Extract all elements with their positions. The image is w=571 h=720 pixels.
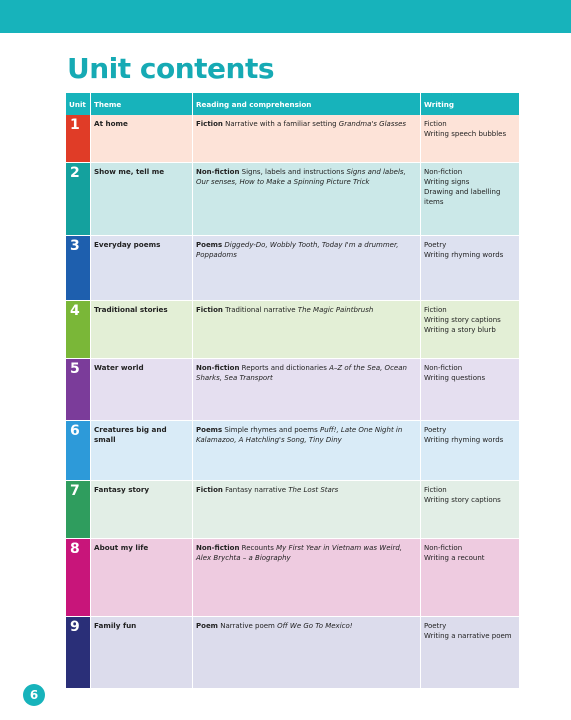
unit-reading <box>193 421 421 481</box>
header-unit: Unit <box>66 93 91 115</box>
table-row <box>66 236 519 301</box>
unit-reading <box>193 359 421 421</box>
writing-item: Writing rhyming words <box>424 251 504 259</box>
unit-writing <box>421 359 519 421</box>
unit-reading <box>193 617 421 689</box>
reading-description: Reports and dictionaries <box>239 364 330 372</box>
writing-item: Writing story captions <box>424 496 501 504</box>
writing-item: Non-fiction <box>424 364 463 372</box>
unit-number: 3 <box>66 236 91 301</box>
reading-genre: Non-fiction <box>196 364 240 372</box>
reading-genre: Non-fiction <box>196 168 240 176</box>
unit-number: 6 <box>66 421 91 481</box>
table-row <box>66 617 519 689</box>
writing-item: Writing speech bubbles <box>424 130 507 138</box>
unit-reading <box>193 539 421 617</box>
unit-writing <box>421 481 519 539</box>
reading-titles: Diggedy-Do, Wobbly Tooth, Today I'm a drummer, Poppadoms <box>196 241 399 259</box>
reading-description: Narrative poem <box>217 622 278 630</box>
writing-item: Writing a recount <box>424 554 485 562</box>
unit-writing <box>421 115 519 163</box>
writing-item: Writing signs <box>424 178 470 186</box>
table-row <box>66 539 519 617</box>
unit-writing <box>421 617 519 689</box>
unit-number: 4 <box>66 301 91 359</box>
unit-reading <box>193 481 421 539</box>
writing-item: Writing a story blurb <box>424 326 496 334</box>
unit-theme: Show me, tell me <box>91 163 193 236</box>
unit-writing <box>421 236 519 301</box>
reading-description: Narrative with a familiar setting <box>222 120 339 128</box>
reading-titles: The Lost Stars <box>288 486 339 494</box>
writing-item: Poetry <box>424 426 447 434</box>
reading-description: Simple rhymes and poems <box>222 426 320 434</box>
page-title: Unit contents <box>67 52 275 85</box>
unit-reading <box>193 301 421 359</box>
reading-genre: Fiction <box>196 306 223 314</box>
top-color-band <box>0 0 571 33</box>
reading-titles: Signs and labels, Our senses, How to Make a Spinning Picture Trick <box>196 168 406 186</box>
reading-titles: Puff!, Late One Night in Kalamazoo, A Hatchling's Song, Tiny Diny <box>196 426 403 444</box>
unit-writing <box>421 301 519 359</box>
unit-reading <box>193 115 421 163</box>
reading-titles: The Magic Paintbrush <box>297 306 374 314</box>
unit-reading <box>193 236 421 301</box>
table-row <box>66 359 519 421</box>
writing-item: Poetry <box>424 622 447 630</box>
reading-titles: Grandma's Glasses <box>338 120 407 128</box>
unit-theme: About my life <box>91 539 193 617</box>
reading-titles: A–Z of the Sea, Ocean Sharks, Sea Transport <box>196 364 407 382</box>
writing-item: Fiction <box>424 306 447 314</box>
writing-item: Fiction <box>424 486 447 494</box>
unit-number: 9 <box>66 617 91 689</box>
writing-item: Non-fiction <box>424 168 463 176</box>
unit-number: 7 <box>66 481 91 539</box>
table-header-row <box>66 93 519 115</box>
table-body <box>66 115 519 689</box>
unit-theme: Family fun <box>91 617 193 689</box>
unit-theme: Fantasy story <box>91 481 193 539</box>
unit-contents-table <box>66 93 519 689</box>
header-writing: Writing <box>421 93 519 115</box>
unit-number: 5 <box>66 359 91 421</box>
table-row <box>66 301 519 359</box>
table-row <box>66 481 519 539</box>
unit-number: 2 <box>66 163 91 236</box>
reading-titles: Off We Go To Mexico! <box>277 622 353 630</box>
table-row <box>66 421 519 481</box>
page-number-badge: 6 <box>23 684 45 706</box>
unit-writing <box>421 539 519 617</box>
reading-genre: Fiction <box>196 486 223 494</box>
unit-reading <box>193 163 421 236</box>
unit-theme: Creatures big and small <box>91 421 193 481</box>
writing-item: Writing a narrative poem <box>424 632 512 640</box>
reading-description: Fantasy narrative <box>222 486 289 494</box>
reading-genre: Poems <box>196 426 223 434</box>
writing-item: Writing story captions <box>424 316 501 324</box>
reading-genre: Poem <box>196 622 218 630</box>
unit-writing <box>421 163 519 236</box>
writing-item: Poetry <box>424 241 447 249</box>
writing-item: Writing questions <box>424 374 486 382</box>
unit-number: 1 <box>66 115 91 163</box>
unit-writing <box>421 421 519 481</box>
reading-genre: Poems <box>196 241 223 249</box>
table-row <box>66 115 519 163</box>
reading-genre: Fiction <box>196 120 223 128</box>
reading-description: Signs, labels and instructions <box>239 168 347 176</box>
writing-item: Fiction <box>424 120 447 128</box>
reading-description: Traditional narrative <box>222 306 298 314</box>
writing-item: Drawing and labelling items <box>424 188 501 206</box>
unit-theme: Traditional stories <box>91 301 193 359</box>
writing-item: Writing rhyming words <box>424 436 504 444</box>
header-reading: Reading and comprehension <box>193 93 421 115</box>
unit-theme: At home <box>91 115 193 163</box>
unit-theme: Everyday poems <box>91 236 193 301</box>
unit-theme: Water world <box>91 359 193 421</box>
writing-item: Non-fiction <box>424 544 463 552</box>
unit-number: 8 <box>66 539 91 617</box>
reading-titles: My First Year in Vietnam was Weird, Alex Brychta – a Biography <box>196 544 402 562</box>
header-theme: Theme <box>91 93 193 115</box>
reading-description: Recounts <box>239 544 277 552</box>
table-row <box>66 163 519 236</box>
reading-genre: Non-fiction <box>196 544 240 552</box>
